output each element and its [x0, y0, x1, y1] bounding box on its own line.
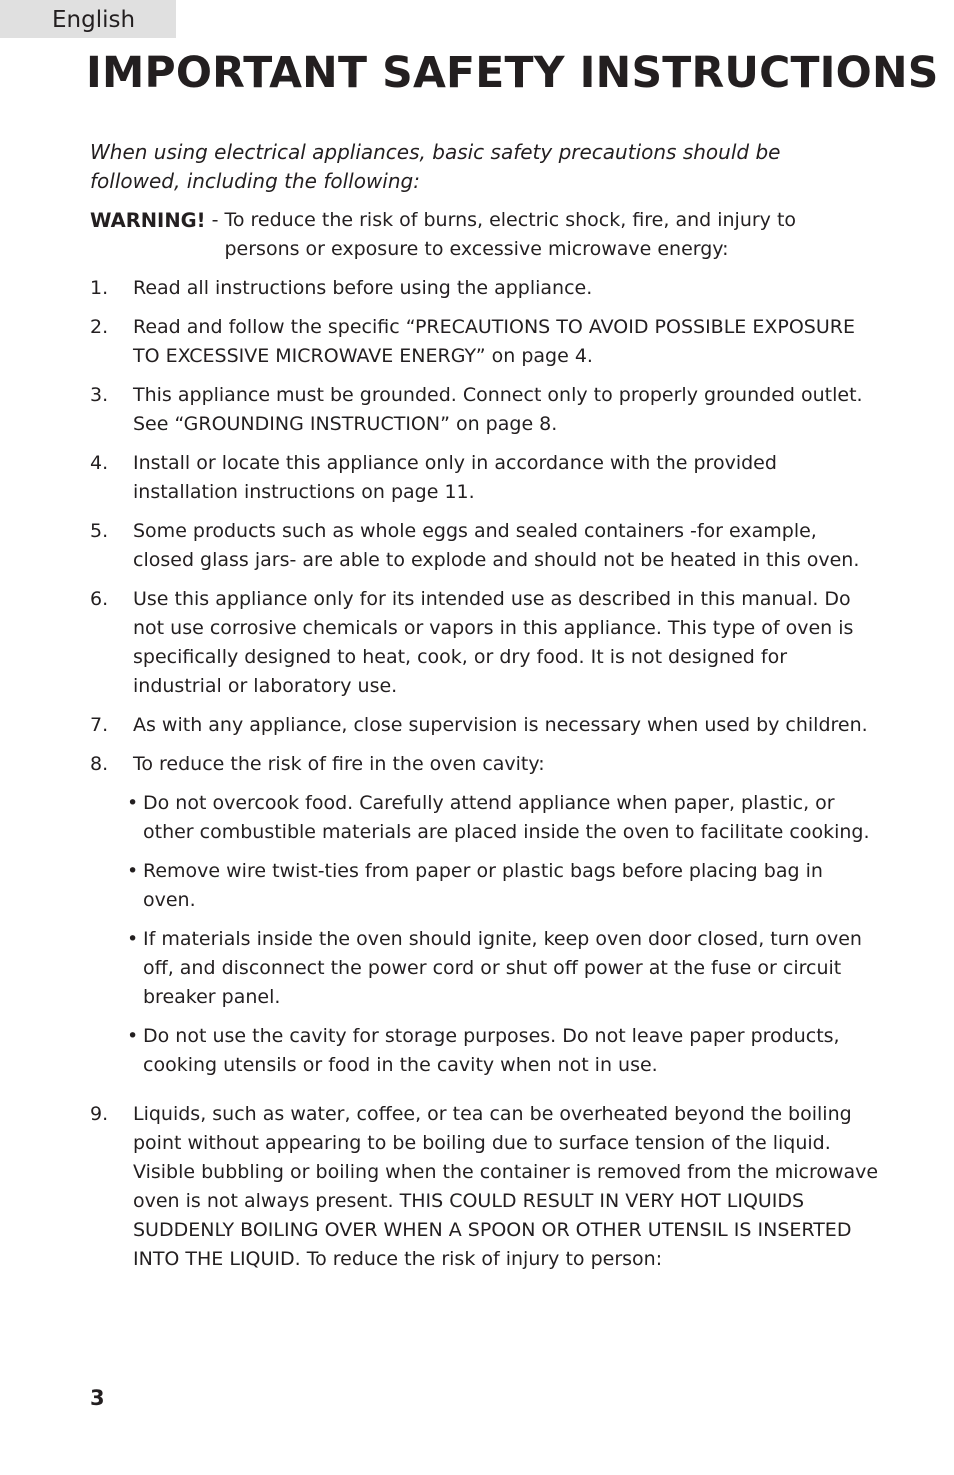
- bullet-item: [127, 1022, 880, 1080]
- bullet-text: Remove wire twist-ties from paper or plastic bags before placing bag in oven.: [143, 860, 823, 911]
- warning-line-1: To reduce the risk of burns, electric shock, fire, and injury to: [224, 209, 797, 231]
- bullet-icon: •: [127, 860, 139, 882]
- item-number: 1.: [90, 277, 109, 299]
- list-item: [90, 313, 880, 371]
- item-text: Use this appliance only for its intended use as described in this manual. Do not use corrosive chemicals or vapors in this appliance. This type of oven is specifically designed to heat, cook, or dry food. It is not designed for industrial or laboratory use.: [133, 588, 854, 697]
- item-number: 8.: [90, 753, 109, 775]
- bullet-item: [127, 857, 880, 915]
- item-text: This appliance must be grounded. Connect only to properly grounded outlet. See “GROUNDING INSTRUCTION” on page 8.: [133, 384, 863, 435]
- item-number: 4.: [90, 452, 109, 474]
- page-number: 3: [90, 1386, 105, 1410]
- bullet-icon: •: [127, 792, 139, 814]
- item-number: 7.: [90, 714, 109, 736]
- item-text: Read all instructions before using the appliance.: [133, 277, 593, 299]
- safety-instructions-body: [90, 138, 880, 1284]
- item-text: As with any appliance, close supervision is necessary when used by children.: [133, 714, 868, 736]
- item-body: [127, 750, 880, 1090]
- item-number: 6.: [90, 588, 109, 610]
- item-number: 3.: [90, 384, 109, 406]
- instruction-list: [90, 274, 880, 1274]
- item-text: Install or locate this appliance only in accordance with the provided installation instructions on page 11.: [133, 452, 777, 503]
- bullet-text: Do not overcook food. Carefully attend appliance when paper, plastic, or other combustible materials are placed inside the oven to facilitate cooking.: [143, 792, 870, 843]
- warning-line-2: persons or exposure to excessive microwave energy:: [224, 238, 729, 260]
- bullet-icon: •: [127, 928, 139, 950]
- item-number: 5.: [90, 520, 109, 542]
- item-number: 9.: [90, 1103, 109, 1125]
- list-item: [90, 711, 880, 740]
- list-item: [90, 585, 880, 701]
- item-number: 2.: [90, 316, 109, 338]
- warning-separator: -: [205, 209, 225, 231]
- bullet-text: If materials inside the oven should ignite, keep oven door closed, turn oven off, and disconnect the power cord or shut off power at the fuse or circuit breaker panel.: [143, 928, 862, 1008]
- warning-text: [224, 206, 824, 264]
- item-text: Liquids, such as water, coffee, or tea can be overheated beyond the boiling point without appearing to be boiling due to surface tension of the liquid. Visible bubbling or boiling when the container is removed from the microwave oven is not always present. THIS COULD RESULT IN VERY HOT LIQUIDS SUDDENLY BOILING OVER WHEN A SPOON OR OTHER UTENSIL IS INSERTED INTO THE LIQUID. To reduce the risk of injury to person:: [133, 1103, 879, 1270]
- language-tab: English: [0, 0, 176, 38]
- list-item: [90, 449, 880, 507]
- warning-label: WARNING!: [90, 209, 206, 232]
- list-item: [90, 517, 880, 575]
- page-title: IMPORTANT SAFETY INSTRUCTIONS: [86, 49, 939, 98]
- item-text: To reduce the risk of fire in the oven cavity:: [133, 753, 545, 775]
- intro-text: When using electrical appliances, basic safety precautions should be followed, including the following:: [90, 140, 781, 193]
- bullet-icon: •: [127, 1025, 139, 1047]
- bullet-item: [127, 789, 880, 847]
- bullet-item: [127, 925, 880, 1012]
- list-item: [90, 1100, 880, 1274]
- fire-precautions-list: [127, 789, 880, 1080]
- warning-statement: [90, 206, 880, 264]
- list-item: [90, 750, 880, 1090]
- bullet-text: Do not use the cavity for storage purposes. Do not leave paper products, cooking utensils or food in the cavity when not in use.: [143, 1025, 840, 1076]
- item-text: Read and follow the specific “PRECAUTIONS TO AVOID POSSIBLE EXPOSURE TO EXCESSIVE MICROWAVE ENERGY” on page 4.: [133, 316, 855, 367]
- list-item: [90, 274, 880, 303]
- list-item: [90, 381, 880, 439]
- item-text: Some products such as whole eggs and sealed containers -for example, closed glass jars- are able to explode and should not be heated in this oven.: [133, 520, 860, 571]
